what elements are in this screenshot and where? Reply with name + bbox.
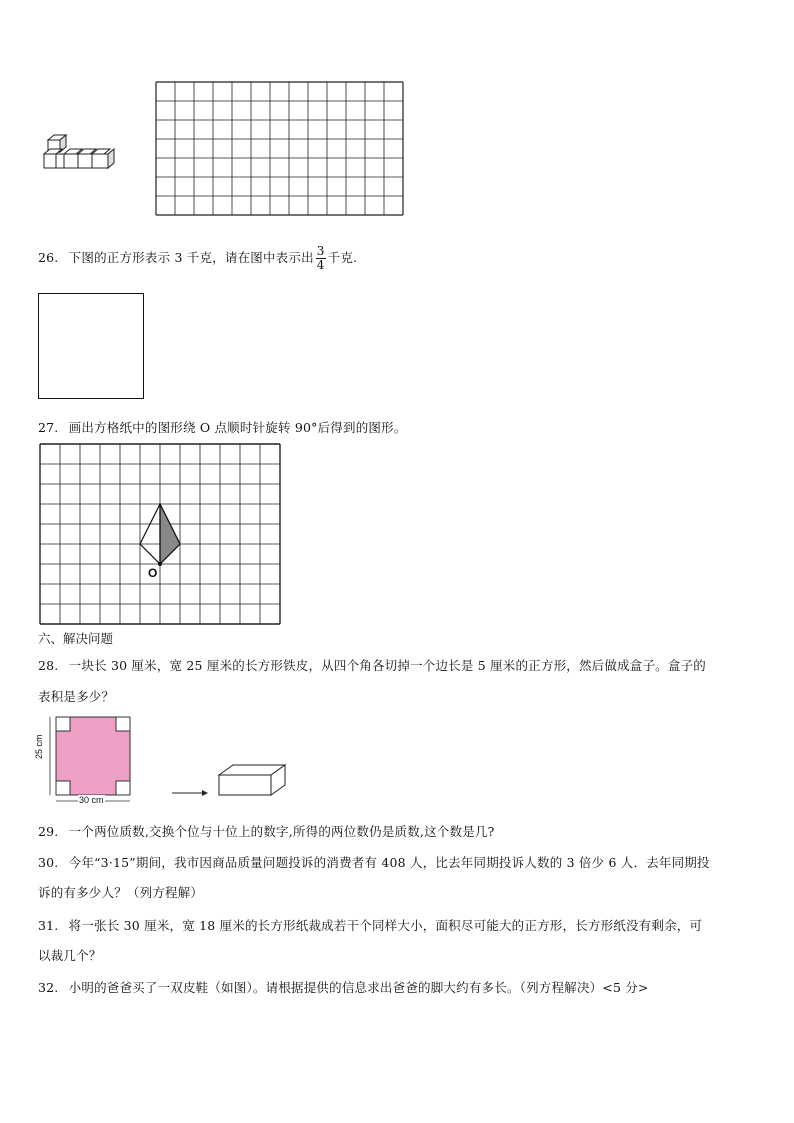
fraction [316, 245, 326, 272]
corner-square [56, 781, 70, 795]
question-28 [38, 656, 706, 674]
fraction-denominator: 4 [316, 258, 325, 272]
question-number: 28. [38, 658, 59, 673]
question-29 [38, 822, 495, 840]
kite-shaded-half [160, 504, 180, 564]
question-text-line1: 今年“3·15”期间，我市因商品质量问题投诉的消费者有 408 人，比去年同期投诉人数的 3 倍少 6 人．去年同期投 [68, 855, 710, 870]
square-3kg [38, 293, 144, 399]
question-text: 画出方格纸中的图形绕 O 点顺时针旋转 90°后得到的图形。 [68, 420, 407, 435]
question-26 [38, 245, 357, 272]
box-figure [217, 763, 289, 797]
point-o-label: O [148, 566, 158, 580]
question-number: 27. [38, 420, 59, 435]
corner-square [116, 781, 130, 795]
question-30-line2: 诉的有多少人？（列方程解） [38, 885, 204, 900]
section-title: 六、解决问题 [38, 631, 114, 646]
question-number: 31. [38, 918, 59, 933]
question-text: 一个两位质数,交换个位与十位上的数字,所得的两位数仍是质数,这个数是几? [68, 824, 495, 839]
question-31 [38, 916, 702, 934]
question-text: 小明的爸爸买了一双皮鞋（如图）。请根据提供的信息求出爸爸的脚大约有多长。（列方程解决）<5 分> [68, 980, 649, 995]
question-text: 下图的正方形表示 3 千克，请在图中表示出 [68, 250, 314, 265]
question-30 [38, 853, 710, 871]
point-o [158, 562, 162, 566]
question-27 [38, 418, 407, 436]
question-text-end: 千克. [327, 250, 358, 265]
fraction-numerator: 3 [316, 244, 325, 258]
question-number: 29. [38, 824, 59, 839]
question-text-line1: 将一张长 30 厘米，宽 18 厘米的长方形纸裁成若干个同样大小，面积尽可能大的正方形，长方形纸没有剩余，可 [68, 918, 703, 933]
corner-square [56, 717, 70, 731]
cubes-figure [40, 130, 120, 175]
question-text-line1: 一块长 30 厘米，宽 25 厘米的长方形铁皮，从四个角各切掉一个边长是 5 厘米的正方形，然后做成盒子。盒子的 [68, 658, 706, 673]
rotation-grid [40, 444, 280, 624]
square-grid-top [156, 82, 403, 216]
question-28-line2: 表积是多少？ [38, 689, 115, 704]
corner-square [116, 717, 130, 731]
question-number: 32. [38, 980, 59, 995]
arrow-icon [172, 788, 208, 798]
question-32 [38, 978, 649, 996]
question-31-line2: 以裁几个？ [38, 948, 102, 963]
width-label: 30 cm [79, 795, 104, 805]
height-label: 25 cm [34, 734, 44, 759]
question-number: 26. [38, 250, 59, 265]
question-number: 30. [38, 855, 59, 870]
